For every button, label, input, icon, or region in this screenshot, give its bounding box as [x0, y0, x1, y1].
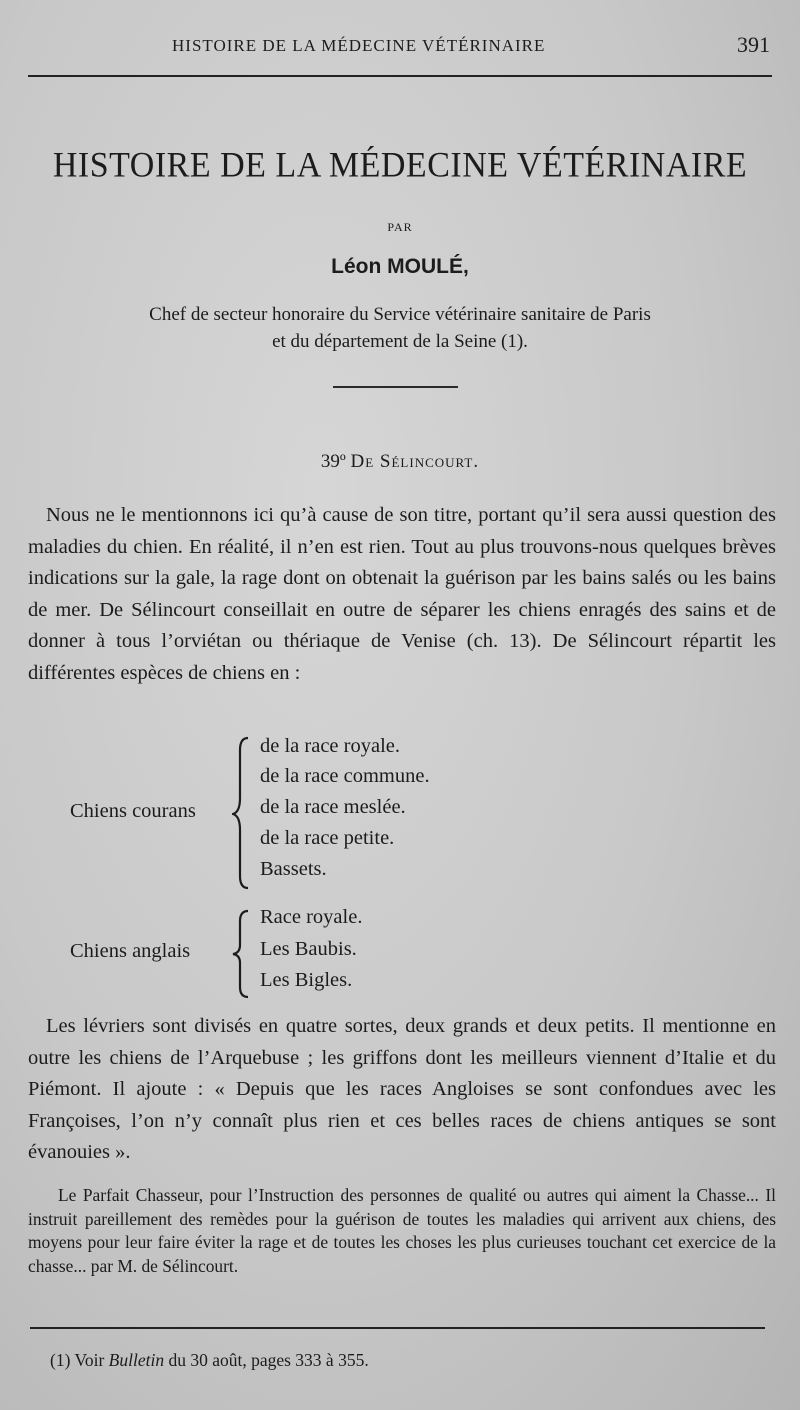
- list-item: de la race meslée.: [260, 796, 406, 818]
- footnote-rule: [30, 1327, 765, 1329]
- footnote-prefix: (1) Voir: [50, 1350, 105, 1370]
- footnote: [50, 1350, 369, 1371]
- list-item: Les Baubis.: [260, 938, 357, 960]
- author-affiliation-line-1: Chef de secteur honoraire du Service vétérinaire sanitaire de Paris: [149, 304, 651, 325]
- group-label-anglais: Chiens anglais: [70, 940, 191, 962]
- list-item: de la race royale.: [260, 735, 400, 757]
- list-item: Bassets.: [260, 858, 327, 880]
- list-item: Race royale.: [260, 906, 363, 928]
- left-brace-icon: [232, 909, 254, 999]
- running-header: [0, 32, 800, 60]
- section-number: 39º: [320, 451, 346, 472]
- paragraph-2: Les lévriers sont divisés en quatre sortes, deux grands et deux petits. Il mentionne en outre les chiens de l’Arquebuse ; les griffons dont les meilleurs viennent d’Italie et du Piémont. Il ajoute : « Depuis que les races Angloises se sont confondues avec les Françoises, l’on n’y connaît plus rien et ces belles races de chiens antiques se sont évanouies ».: [28, 1015, 776, 1164]
- author-name: Léon MOULÉ,: [331, 255, 469, 278]
- list-item: de la race commune.: [260, 765, 430, 787]
- section-divider: [333, 386, 458, 388]
- section-heading: [0, 451, 800, 473]
- article-title: HISTOIRE DE LA MÉDECINE VÉTÉRINAIRE: [52, 146, 748, 185]
- left-brace-icon: [232, 736, 254, 890]
- author-affiliation: [55, 301, 745, 355]
- list-item: de la race petite.: [260, 827, 395, 849]
- book-title-note: Le Parfait Chasseur, pour l’Instruction des personnes de qualité ou autres qui aiment la Chasse... Il instruit pareillement des remèdes pour la guérison de toutes les maladies qui arrivent aux chiens, des moyens pour leur faire éviter la rage et de toutes les choses les plus curieuses touchant cet exercice de la chasse... par M. de Sélincourt.: [28, 1185, 776, 1276]
- footnote-journal: Bulletin: [108, 1350, 165, 1370]
- section-name: De Sélincourt.: [350, 451, 480, 472]
- footnote-suffix: du 30 août, pages 333 à 355.: [168, 1350, 369, 1370]
- group-label-courans: Chiens courans: [70, 800, 196, 822]
- header-rule: [28, 75, 772, 77]
- author-affiliation-line-2: et du département de la Seine (1).: [272, 331, 528, 352]
- list-item: Les Bigles.: [260, 969, 353, 991]
- page-number: 391: [737, 32, 770, 57]
- byline-par: PAR: [387, 220, 413, 234]
- running-title: HISTOIRE DE LA MÉDECINE VÉTÉRINAIRE: [172, 36, 546, 55]
- paragraph-1: Nous ne le mentionnons ici qu’à cause de son titre, portant qu’il sera aussi question des maladies du chien. En réalité, il n’en est rien. Tout au plus trouvons-nous quelques brèves indications sur la gale, la rage dont on obtenait la guérison par les bains salés ou les bains de mer. De Sélincourt conseillait en outre de séparer les chiens enragés des sains et de donner à tous l’orviétan ou thériaque de Venise (ch. 13). De Sélincourt répartit les différentes espèces de chiens en :: [28, 504, 776, 684]
